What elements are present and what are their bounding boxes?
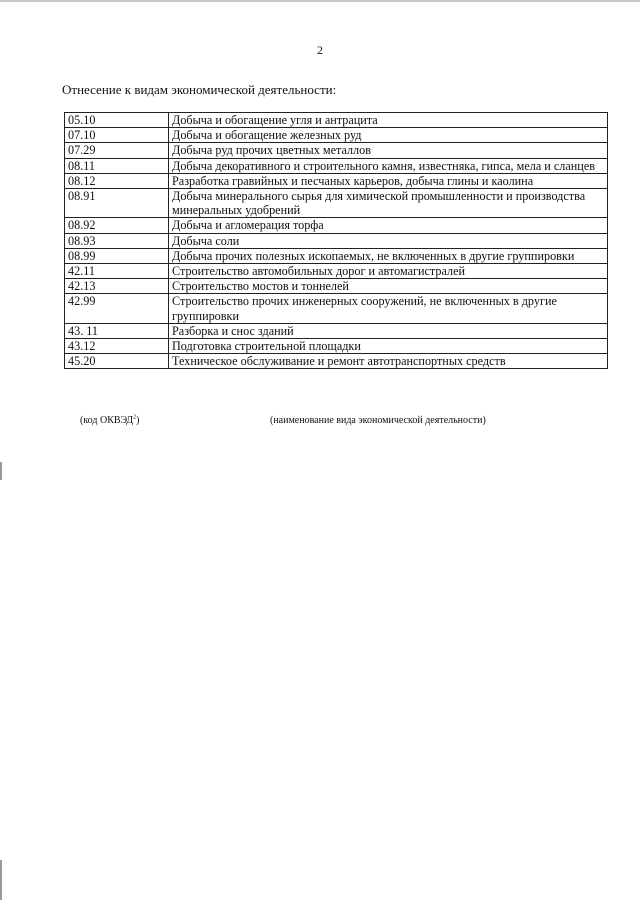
scan-margin-mark: [0, 860, 2, 900]
okved-code: 07.29: [65, 143, 169, 158]
okved-code: 43.12: [65, 339, 169, 354]
activity-name: Разработка гравийных и песчаных карьеров, добыча глины и каолина: [169, 173, 608, 188]
okved-code: 43. 11: [65, 323, 169, 338]
okved-code: 08.92: [65, 218, 169, 233]
activity-name: Добыча соли: [169, 233, 608, 248]
okved-code: 42.99: [65, 294, 169, 323]
activity-name: Добыча декоративного и строительного камня, известняка, гипса, мела и сланцев: [169, 158, 608, 173]
table-row: [65, 264, 608, 279]
activity-name: Добыча минерального сырья для химической промышленности и производства минеральных удобрений: [169, 189, 608, 218]
table-row: [65, 158, 608, 173]
page-number: 2: [317, 43, 323, 57]
table-row: [65, 189, 608, 218]
code-column-caption: [80, 415, 139, 426]
scan-margin-mark: [0, 462, 2, 480]
activity-name: Строительство мостов и тоннелей: [169, 279, 608, 294]
activity-name: Подготовка строительной площадки: [169, 339, 608, 354]
table-row: [65, 233, 608, 248]
okved-code: 08.93: [65, 233, 169, 248]
footnote-marker: 2: [133, 414, 137, 421]
table-row: [65, 173, 608, 188]
okved-code: 05.10: [65, 113, 169, 128]
okved-code: 42.11: [65, 264, 169, 279]
activity-name: Добыча и обогащение угля и антрацита: [169, 113, 608, 128]
activity-name: Разборка и снос зданий: [169, 323, 608, 338]
activity-name: Добыча руд прочих цветных металлов: [169, 143, 608, 158]
okved-code: 42.13: [65, 279, 169, 294]
name-column-caption: (наименование вида экономической деятельности): [270, 415, 486, 426]
activity-name: Строительство автомобильных дорог и автомагистралей: [169, 264, 608, 279]
table-row: [65, 143, 608, 158]
activity-name: Добыча прочих полезных ископаемых, не включенных в другие группировки: [169, 248, 608, 263]
okved-code: 08.99: [65, 248, 169, 263]
okved-code: 08.91: [65, 189, 169, 218]
okved-code: 07.10: [65, 128, 169, 143]
scan-top-edge: [0, 0, 640, 2]
table-row: [65, 113, 608, 128]
table-row: [65, 339, 608, 354]
table-row: [65, 218, 608, 233]
activity-name: Добыча и обогащение железных руд: [169, 128, 608, 143]
activity-name: Строительство прочих инженерных сооружений, не включенных в другие группировки: [169, 294, 608, 323]
okved-table: [64, 112, 608, 369]
code-caption-close: ): [136, 415, 140, 426]
table-row: [65, 323, 608, 338]
okved-code: 08.12: [65, 173, 169, 188]
activity-name: Техническое обслуживание и ремонт автотранспортных средств: [169, 354, 608, 369]
code-caption-text: (код ОКВЭД: [80, 415, 134, 426]
table-row: [65, 294, 608, 323]
table-row: [65, 279, 608, 294]
okved-code: 08.11: [65, 158, 169, 173]
section-heading: Отнесение к видам экономической деятельности:: [62, 82, 337, 97]
table-row: [65, 354, 608, 369]
okved-code: 45.20: [65, 354, 169, 369]
activity-name: Добыча и агломерация торфа: [169, 218, 608, 233]
table-row: [65, 128, 608, 143]
table-row: [65, 248, 608, 263]
